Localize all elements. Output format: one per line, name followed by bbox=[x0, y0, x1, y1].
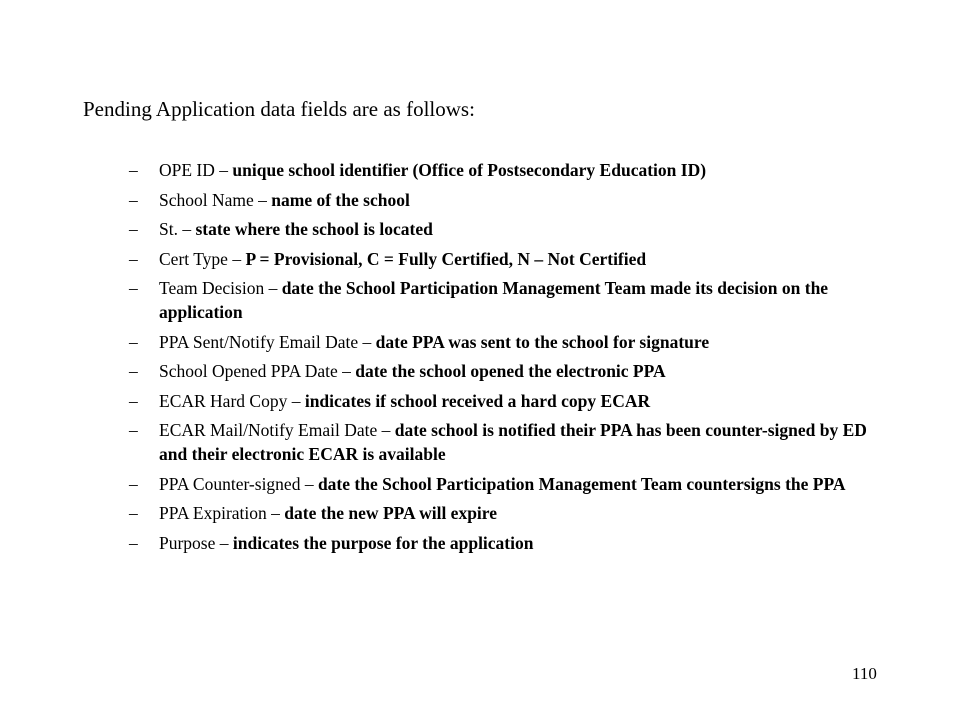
field-item-school-opened-ppa-date bbox=[127, 359, 867, 383]
field-description: date school is notified their PPA has been counter-signed by ED and their electronic ECAR is available bbox=[159, 420, 867, 464]
field-description: date the new PPA will expire bbox=[284, 503, 498, 523]
field-item-ope-id bbox=[127, 158, 867, 182]
bullet-dash: – bbox=[129, 420, 138, 440]
page-number: 110 bbox=[852, 664, 877, 683]
field-term: School Opened PPA Date bbox=[159, 361, 338, 381]
bullet-dash: – bbox=[129, 189, 138, 210]
field-separator: – bbox=[227, 248, 246, 269]
bullet-dash: – bbox=[129, 278, 138, 298]
field-separator: – bbox=[300, 473, 318, 494]
field-description: state where the school is located bbox=[195, 219, 433, 239]
field-item-ppa-sent-date bbox=[127, 330, 867, 354]
field-separator: – bbox=[266, 503, 285, 523]
field-description: date the school opened the electronic PPA bbox=[355, 361, 666, 381]
field-description: unique school identifier (Office of Postsecondary Education ID) bbox=[232, 160, 707, 180]
bullet-dash: – bbox=[129, 219, 138, 239]
field-term: St. bbox=[159, 219, 178, 239]
bullet-dash: – bbox=[129, 331, 138, 352]
slide-heading: Pending Application data fields are as follows: bbox=[83, 97, 475, 121]
bullet-dash: – bbox=[129, 503, 138, 523]
field-description: date the School Participation Management Team made its decision on the application bbox=[159, 278, 829, 322]
field-separator: – bbox=[358, 331, 376, 352]
field-separator: – bbox=[287, 390, 305, 411]
bullet-dash: – bbox=[129, 361, 138, 381]
field-term: ECAR Mail/Notify Email Date bbox=[159, 420, 378, 440]
field-separator: – bbox=[337, 361, 356, 381]
field-separator: – bbox=[377, 420, 395, 440]
field-description: indicates if school received a hard copy ECAR bbox=[304, 390, 651, 411]
bullet-dash: – bbox=[129, 390, 138, 411]
field-term: School Name bbox=[159, 189, 254, 210]
field-description: date the School Participation Management Team countersigns the PPA bbox=[317, 473, 846, 494]
field-item-ppa-expiration bbox=[127, 501, 867, 525]
bullet-dash: – bbox=[129, 248, 138, 269]
field-item-state bbox=[127, 217, 867, 241]
field-description: date PPA was sent to the school for signature bbox=[375, 331, 710, 352]
field-term: Purpose bbox=[159, 532, 216, 553]
bullet-dash: – bbox=[129, 532, 138, 553]
bullet-dash: – bbox=[129, 160, 138, 180]
field-description: P = Provisional, C = Fully Certified, N – Not Certified bbox=[245, 248, 647, 269]
field-item-cert-type bbox=[127, 247, 867, 271]
field-term: PPA Sent/Notify Email Date bbox=[159, 331, 359, 352]
field-separator: – bbox=[214, 160, 233, 180]
field-item-ecar-mail-date bbox=[127, 418, 867, 466]
field-term: PPA Counter-signed bbox=[159, 473, 301, 494]
field-item-school-name bbox=[127, 188, 867, 212]
field-separator: – bbox=[215, 532, 233, 553]
field-list bbox=[127, 158, 867, 560]
field-separator: – bbox=[177, 219, 196, 239]
field-description: indicates the purpose for the application bbox=[232, 532, 534, 553]
field-separator: – bbox=[264, 278, 282, 298]
field-item-team-decision bbox=[127, 276, 867, 324]
bullet-dash: – bbox=[129, 473, 138, 494]
field-term: OPE ID bbox=[159, 160, 215, 180]
field-item-ppa-counter-signed bbox=[127, 472, 867, 496]
field-term: PPA Expiration bbox=[159, 503, 267, 523]
field-item-purpose bbox=[127, 531, 867, 555]
field-item-ecar-hard-copy bbox=[127, 389, 867, 413]
field-separator: – bbox=[253, 189, 272, 210]
field-description: name of the school bbox=[271, 189, 410, 210]
field-term: ECAR Hard Copy bbox=[159, 390, 288, 411]
field-term: Cert Type bbox=[159, 248, 228, 269]
field-term: Team Decision bbox=[159, 278, 265, 298]
